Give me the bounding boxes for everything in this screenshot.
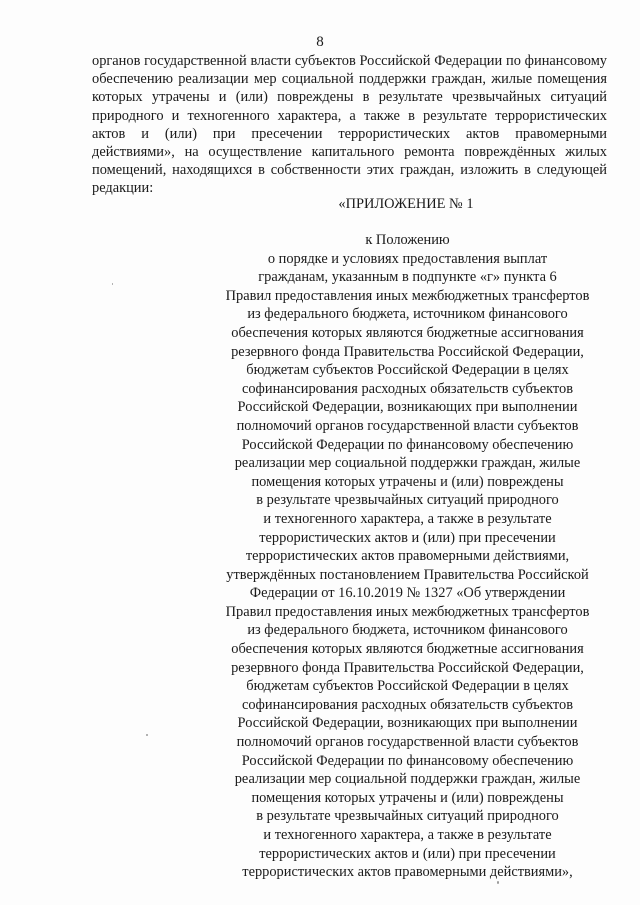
appendix-line: обеспечения которых являются бюджетные ассигнования bbox=[231, 324, 584, 341]
appendix-line: резервного фонда Правительства Российской Федерации, bbox=[231, 659, 584, 676]
scan-speck bbox=[146, 734, 148, 736]
body-paragraph: органов государственной власти субъектов Российской Федерации по финансовому обеспечению реализации мер социальной поддержки граждан, жилые помещения которых утрачены и (или) повреждены в результате чрезвычайных ситуаций природного и техногенного характера, а также в результате террористических актов и (или) при пресечении террористических актов правомерными действиями», на осуществление капитального ремонта повреждённых жилых помещений, находящихся в собственности этих граждан, изложить в следующей редакции: bbox=[92, 53, 607, 197]
appendix-line: террористических актов и (или) при пресечении bbox=[259, 529, 556, 546]
appendix-line: помещения которых утрачены и (или) повреждены bbox=[251, 789, 564, 806]
page-number: 8 bbox=[316, 34, 324, 50]
appendix-line: помещения которых утрачены и (или) повреждены bbox=[251, 473, 564, 490]
appendix-line: из федерального бюджета, источником финансового bbox=[247, 306, 568, 323]
appendix-line: и техногенного характера, а также в результате bbox=[263, 510, 552, 527]
appendix-line: из федерального бюджета, источником финансового bbox=[247, 622, 568, 639]
appendix-line: реализации мер социальной поддержки граждан, жилые bbox=[234, 771, 581, 788]
appendix-line: гражданам, указанным в подпункте «г» пункта 6 bbox=[258, 269, 557, 286]
appendix-title: «ПРИЛОЖЕНИЕ № 1 bbox=[338, 196, 474, 212]
appendix-line: Российской Федерации по финансовому обеспечению bbox=[241, 752, 574, 769]
appendix-line: обеспечения которых являются бюджетные ассигнования bbox=[231, 641, 584, 658]
appendix-line: террористических актов правомерными действиями, bbox=[245, 548, 570, 565]
appendix-line: в результате чрезвычайных ситуаций природного bbox=[256, 808, 559, 825]
appendix-line: Российской Федерации, возникающих при выполнении bbox=[237, 399, 578, 416]
appendix-line: в результате чрезвычайных ситуаций природного bbox=[256, 492, 559, 509]
appendix-line: террористических актов правомерными действиями», bbox=[242, 864, 573, 881]
appendix-line: полномочий органов государственной власти субъектов bbox=[236, 417, 579, 434]
appendix-line: бюджетам субъектов Российской Федерации в целях bbox=[246, 362, 569, 379]
appendix-line: Российской Федерации по финансовому обеспечению bbox=[241, 436, 574, 453]
appendix-line: Российской Федерации, возникающих при выполнении bbox=[237, 715, 578, 732]
appendix-line: террористических актов и (или) при пресечении bbox=[259, 845, 556, 862]
appendix-line: Правил предоставления иных межбюджетных трансфертов bbox=[225, 603, 590, 620]
scan-speck bbox=[497, 881, 499, 884]
appendix-line: резервного фонда Правительства Российской Федерации, bbox=[231, 343, 584, 360]
appendix-line: софинансирования расходных обязательств субъектов bbox=[241, 696, 574, 713]
appendix-line: о порядке и условиях предоставления выплат bbox=[267, 250, 548, 267]
appendix-line: утверждённых постановлением Правительства Российской bbox=[226, 566, 589, 583]
appendix-line: Федерации от 16.10.2019 № 1327 «Об утверждении bbox=[249, 585, 566, 602]
appendix-line: бюджетам субъектов Российской Федерации в целях bbox=[246, 678, 569, 695]
scan-speck bbox=[112, 283, 113, 285]
appendix-line: и техногенного характера, а также в результате bbox=[263, 827, 552, 843]
appendix-line: к Положению bbox=[365, 232, 450, 248]
appendix-line: софинансирования расходных обязательств субъектов bbox=[241, 380, 574, 397]
appendix-line: реализации мер социальной поддержки граждан, жилые bbox=[234, 455, 581, 472]
appendix-line: Правил предоставления иных межбюджетных трансфертов bbox=[225, 287, 590, 304]
appendix-heading-block bbox=[200, 231, 615, 882]
appendix-line: полномочий органов государственной власти субъектов bbox=[236, 734, 579, 751]
